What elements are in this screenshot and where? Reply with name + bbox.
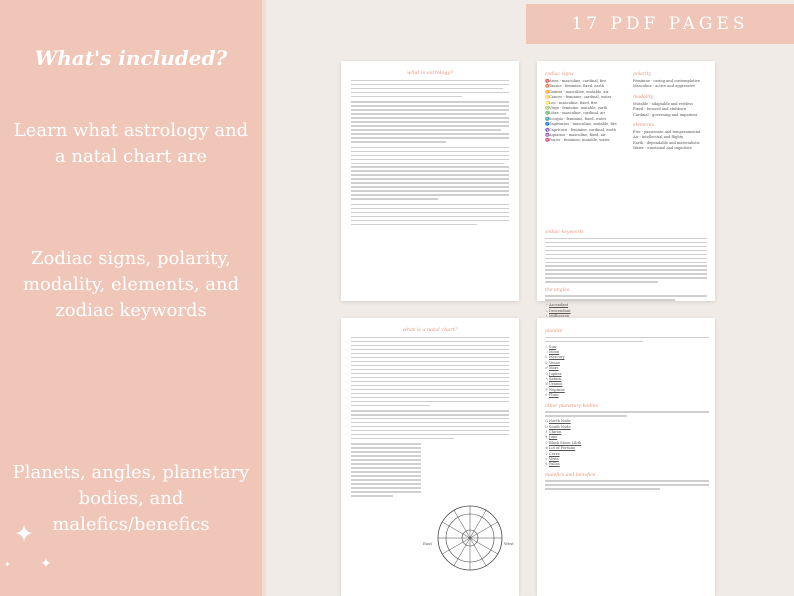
planet-row: ☽Moon	[545, 349, 560, 354]
planet-row: ♇Pluto	[545, 393, 559, 398]
capricorn-icon: ♑	[545, 127, 550, 132]
planet-row: ♄Saturn	[545, 377, 562, 381]
angle-row: ↑Midheaven	[545, 314, 570, 319]
modality-row: Cardinal - governing and impatient	[633, 112, 698, 117]
chiron-icon: ⚷	[545, 430, 548, 434]
natal-chart-wheel	[425, 498, 515, 588]
sign-row: ♌Leo - masculine, fixed, fire	[545, 100, 598, 105]
cancer-icon: ♋	[545, 95, 550, 100]
leo-icon: ♌	[545, 100, 550, 105]
page-count-banner	[526, 4, 794, 44]
section-title: planets	[545, 329, 563, 334]
body-text	[351, 410, 509, 439]
planet-row: ♀Venus	[545, 360, 560, 365]
sign-row: ♋Cancer - feminine, cardinal, water	[545, 95, 612, 100]
page-planets	[537, 318, 715, 596]
planet-row: ☿ Mercury	[545, 355, 565, 360]
section-title: modality	[633, 94, 654, 100]
body-text	[351, 101, 509, 142]
moon-icon: ☽	[545, 349, 549, 354]
body-row: ⚳Ceres	[545, 451, 560, 456]
planet-row: ♆Neptune	[545, 387, 565, 392]
body-text	[351, 443, 421, 496]
body-row: ⚵Juno	[545, 435, 558, 440]
sign-row: ♎Libra - masculine, cardinal, air	[545, 111, 606, 116]
planet-row: ☉Sun	[545, 344, 557, 349]
body-text	[351, 337, 509, 406]
virgo-icon: ♍	[545, 106, 550, 111]
section-title: zodiac signs	[545, 72, 574, 77]
planet-row: ♃Jupiter	[545, 371, 562, 376]
section-title: the angles	[545, 287, 570, 293]
jupiter-icon: ♃	[545, 371, 549, 376]
element-row: Air - intellectual and flighty	[633, 135, 684, 140]
page-title: what is astrology?	[406, 70, 454, 76]
malefics-text	[545, 480, 709, 489]
included-heading: What's included?	[34, 46, 228, 70]
north-node-icon: ☊	[545, 419, 549, 424]
body-text	[351, 204, 509, 225]
element-row: Water - emotional and impulsive	[633, 146, 692, 151]
polarity-row: Feminine - caring and contemplative	[633, 79, 700, 83]
saturn-icon: ♄	[545, 377, 549, 381]
modality-row: Mutable - adaptable and restless	[633, 101, 693, 106]
taurus-icon: ♉	[545, 84, 550, 89]
bodies-intro	[545, 411, 709, 416]
body-text	[351, 147, 509, 200]
uranus-icon: ♅	[545, 382, 549, 387]
element-row: Fire - passionate and temperamental	[633, 130, 701, 135]
body-row: ⊗Lot of Fortune	[545, 446, 576, 451]
libra-icon: ♎	[545, 111, 550, 116]
fortune-icon: ⊗	[545, 446, 549, 451]
body-row: ☊North Node	[545, 419, 571, 424]
pallas-icon: ⚴	[545, 462, 548, 467]
polarity-row: Masculine - active and aggressive	[633, 84, 695, 89]
modality-row: Fixed - focused and stubborn	[633, 107, 687, 112]
sagittarius-icon: ♐	[545, 122, 550, 127]
sign-row: ♈Aries - masculine, cardinal, fire	[545, 79, 607, 83]
sign-row: ♊Gemini - masculine, mutable, air	[545, 89, 609, 94]
element-row: Earth - dependable and materialistic	[633, 140, 700, 145]
sign-row: ♏Scorpio - feminine, fixed, water	[545, 116, 607, 121]
neptune-icon: ♆	[545, 387, 549, 392]
wheel-east-label: East	[423, 541, 432, 546]
aquarius-icon: ♒	[545, 133, 550, 138]
sign-row: ♓Pisces - feminine, mutable, water	[545, 138, 610, 143]
sun-icon: ☉	[545, 344, 549, 349]
ceres-icon: ⚳	[545, 451, 548, 456]
sign-row: ♐Sagittarius - masculine, mutable, fire	[545, 122, 617, 127]
south-node-icon: ☋	[545, 424, 549, 429]
section-title: other planetary bodies	[545, 403, 598, 409]
section-title: malefics and benefics	[545, 472, 596, 478]
feature-natal-chart: Learn what astrology and a natal chart are	[13, 120, 249, 167]
page-title: what is a natal chart?	[402, 327, 458, 333]
section-title: zodiac keywords	[545, 230, 584, 235]
midheaven-icon: ↑	[545, 314, 549, 319]
feature-zodiac-signs: Zodiac signs, polarity, modality, elements, and zodiac keywords	[22, 248, 240, 321]
sparkle-icon: ✦	[4, 560, 11, 569]
body-row: ⚸Black Moon Lilith	[545, 440, 582, 445]
planet-row: ♂Mars	[545, 366, 559, 371]
planets-intro	[545, 337, 709, 342]
banner-text: 17 PDF PAGES	[571, 14, 749, 34]
page-zodiac-signs	[537, 61, 715, 319]
angle-row: ↗Ascendant	[545, 303, 569, 308]
page-what-is-natal-chart	[341, 318, 519, 596]
body-row: ☋South Node	[545, 424, 571, 429]
section-title: elements	[633, 123, 655, 129]
angles-text	[545, 295, 707, 300]
sign-row: ♍Virgo - feminine, mutable, earth	[545, 106, 608, 111]
lilith-icon: ⚸	[545, 440, 548, 445]
section-title: polarity	[633, 72, 652, 77]
angle-row: ↘Descendant	[545, 308, 571, 313]
body-row: ⚷Chiron	[545, 430, 562, 434]
body-row: ⚴Pallas	[545, 462, 560, 467]
gemini-icon: ♊	[545, 89, 550, 94]
body-row: ⚶Vesta	[545, 457, 559, 462]
pluto-icon: ♇	[545, 393, 549, 398]
ascendant-icon: ↗	[545, 303, 549, 308]
keywords-text	[545, 238, 707, 283]
planet-row: ♅Uranus	[545, 382, 563, 387]
sign-row: ♉Taurus - feminine, fixed, earth	[545, 84, 605, 89]
scorpio-icon: ♏	[545, 116, 550, 121]
sign-row: ♒Aquarius - masculine, fixed, air	[545, 133, 606, 138]
mercury-icon: ☿	[545, 355, 548, 360]
aries-icon: ♈	[545, 79, 550, 83]
sparkle-icon: ✦	[40, 556, 52, 572]
venus-icon: ♀	[545, 360, 548, 365]
body-text	[351, 80, 509, 97]
sign-row: ♑Capricorn - feminine, cardinal, earth	[545, 127, 616, 132]
mars-icon: ♂	[545, 366, 549, 371]
descendant-icon: ↘	[545, 308, 549, 313]
page-what-is-astrology	[341, 61, 519, 301]
wheel-west-label: West	[504, 541, 514, 546]
sparkle-icon: ✦	[14, 520, 35, 548]
juno-icon: ⚵	[545, 435, 548, 440]
vesta-icon: ⚶	[545, 457, 549, 462]
pisces-icon: ♓	[545, 138, 550, 143]
feature-planets: Planets, angles, planetary bodies, and malefics/benefics	[12, 462, 250, 535]
